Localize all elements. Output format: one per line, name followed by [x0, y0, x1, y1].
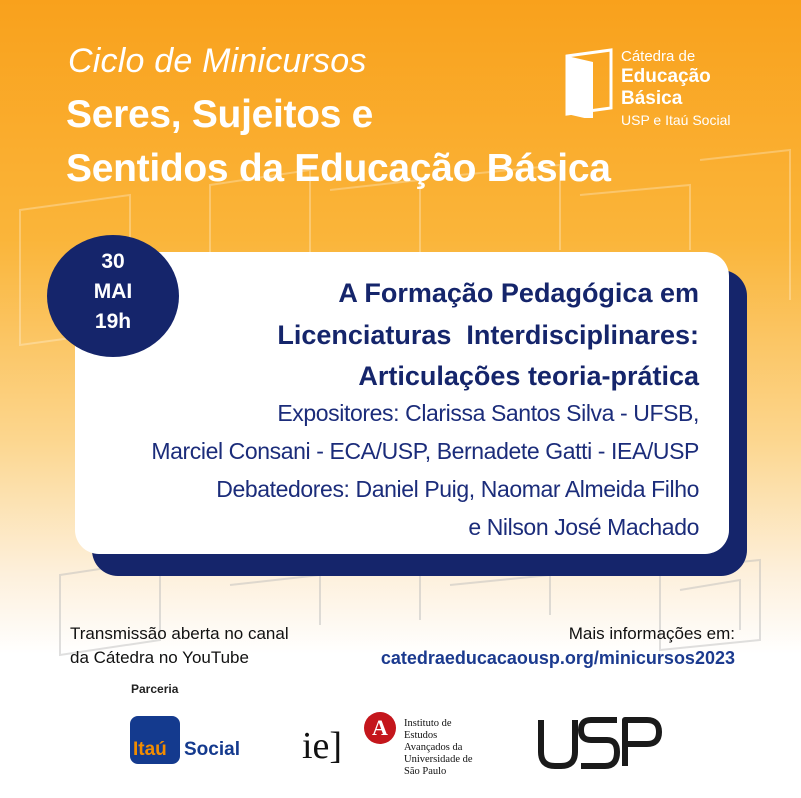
- talk-title-line-2: Licenciaturas Interdisciplinares:: [277, 320, 699, 350]
- itau-social-logo: [130, 716, 254, 764]
- speakers-line-1: Expositores: Clarissa Santos Silva - UFSB,: [277, 400, 699, 426]
- iea-logo-mark: ie]: [302, 725, 343, 767]
- iea-logo-seal: A: [364, 712, 396, 744]
- main-title-line-2: Sentidos da Educação Básica: [66, 147, 611, 190]
- iea-usp-logo: [302, 712, 502, 782]
- debaters-line-2: e Nilson José Machado: [468, 514, 699, 540]
- more-info-link[interactable]: catedraeducacaousp.org/minicursos2023: [380, 648, 735, 668]
- catedra-logo: [563, 46, 743, 136]
- usp-logo: [535, 716, 665, 770]
- stream-line-1: Transmissão aberta no canal: [70, 624, 289, 643]
- talk-title-line-3: Articulações teoria-prática: [358, 361, 699, 391]
- iea-logo-text: [404, 718, 473, 778]
- itau-logo-brand: Itaú: [133, 739, 167, 760]
- debaters-line-1: Debatedores: Daniel Puig, Naomar Almeida Filho: [216, 476, 699, 502]
- stream-line-2: da Cátedra no YouTube: [70, 648, 249, 667]
- date-month: MAI: [93, 280, 133, 303]
- series-title: Ciclo de Minicursos: [68, 42, 367, 80]
- talk-title-line-1: A Formação Pedagógica em: [338, 278, 699, 308]
- iea-logo-line: Universidade de: [404, 754, 473, 765]
- date-badge: [47, 235, 179, 357]
- main-title-line-1: Seres, Sujeitos e: [66, 93, 374, 136]
- iea-logo-line: Estudos: [404, 730, 438, 741]
- iea-logo-line: Avançados da: [404, 742, 463, 753]
- catedra-logo-line-1: Cátedra de: [621, 48, 696, 65]
- date-day: 30: [101, 250, 125, 273]
- stream-info: [70, 622, 289, 670]
- more-info-label: Mais informações em:: [568, 624, 735, 643]
- partner-label: Parceria: [131, 682, 179, 696]
- catedra-logo-line-3: Básica: [621, 88, 683, 109]
- date-time: 19h: [94, 310, 132, 333]
- iea-logo-line: Instituto de: [404, 718, 452, 729]
- catedra-logo-line-2: Educação: [621, 66, 711, 87]
- iea-logo-line: São Paulo: [404, 766, 447, 777]
- speakers-line-2: Marciel Consani - ECA/USP, Bernadete Gatti - IEA/USP: [151, 438, 699, 464]
- itau-logo-suffix: Social: [184, 739, 240, 760]
- more-info: [381, 622, 735, 670]
- catedra-logo-line-4: USP e Itaú Social: [621, 112, 731, 128]
- open-door-icon: [563, 46, 615, 118]
